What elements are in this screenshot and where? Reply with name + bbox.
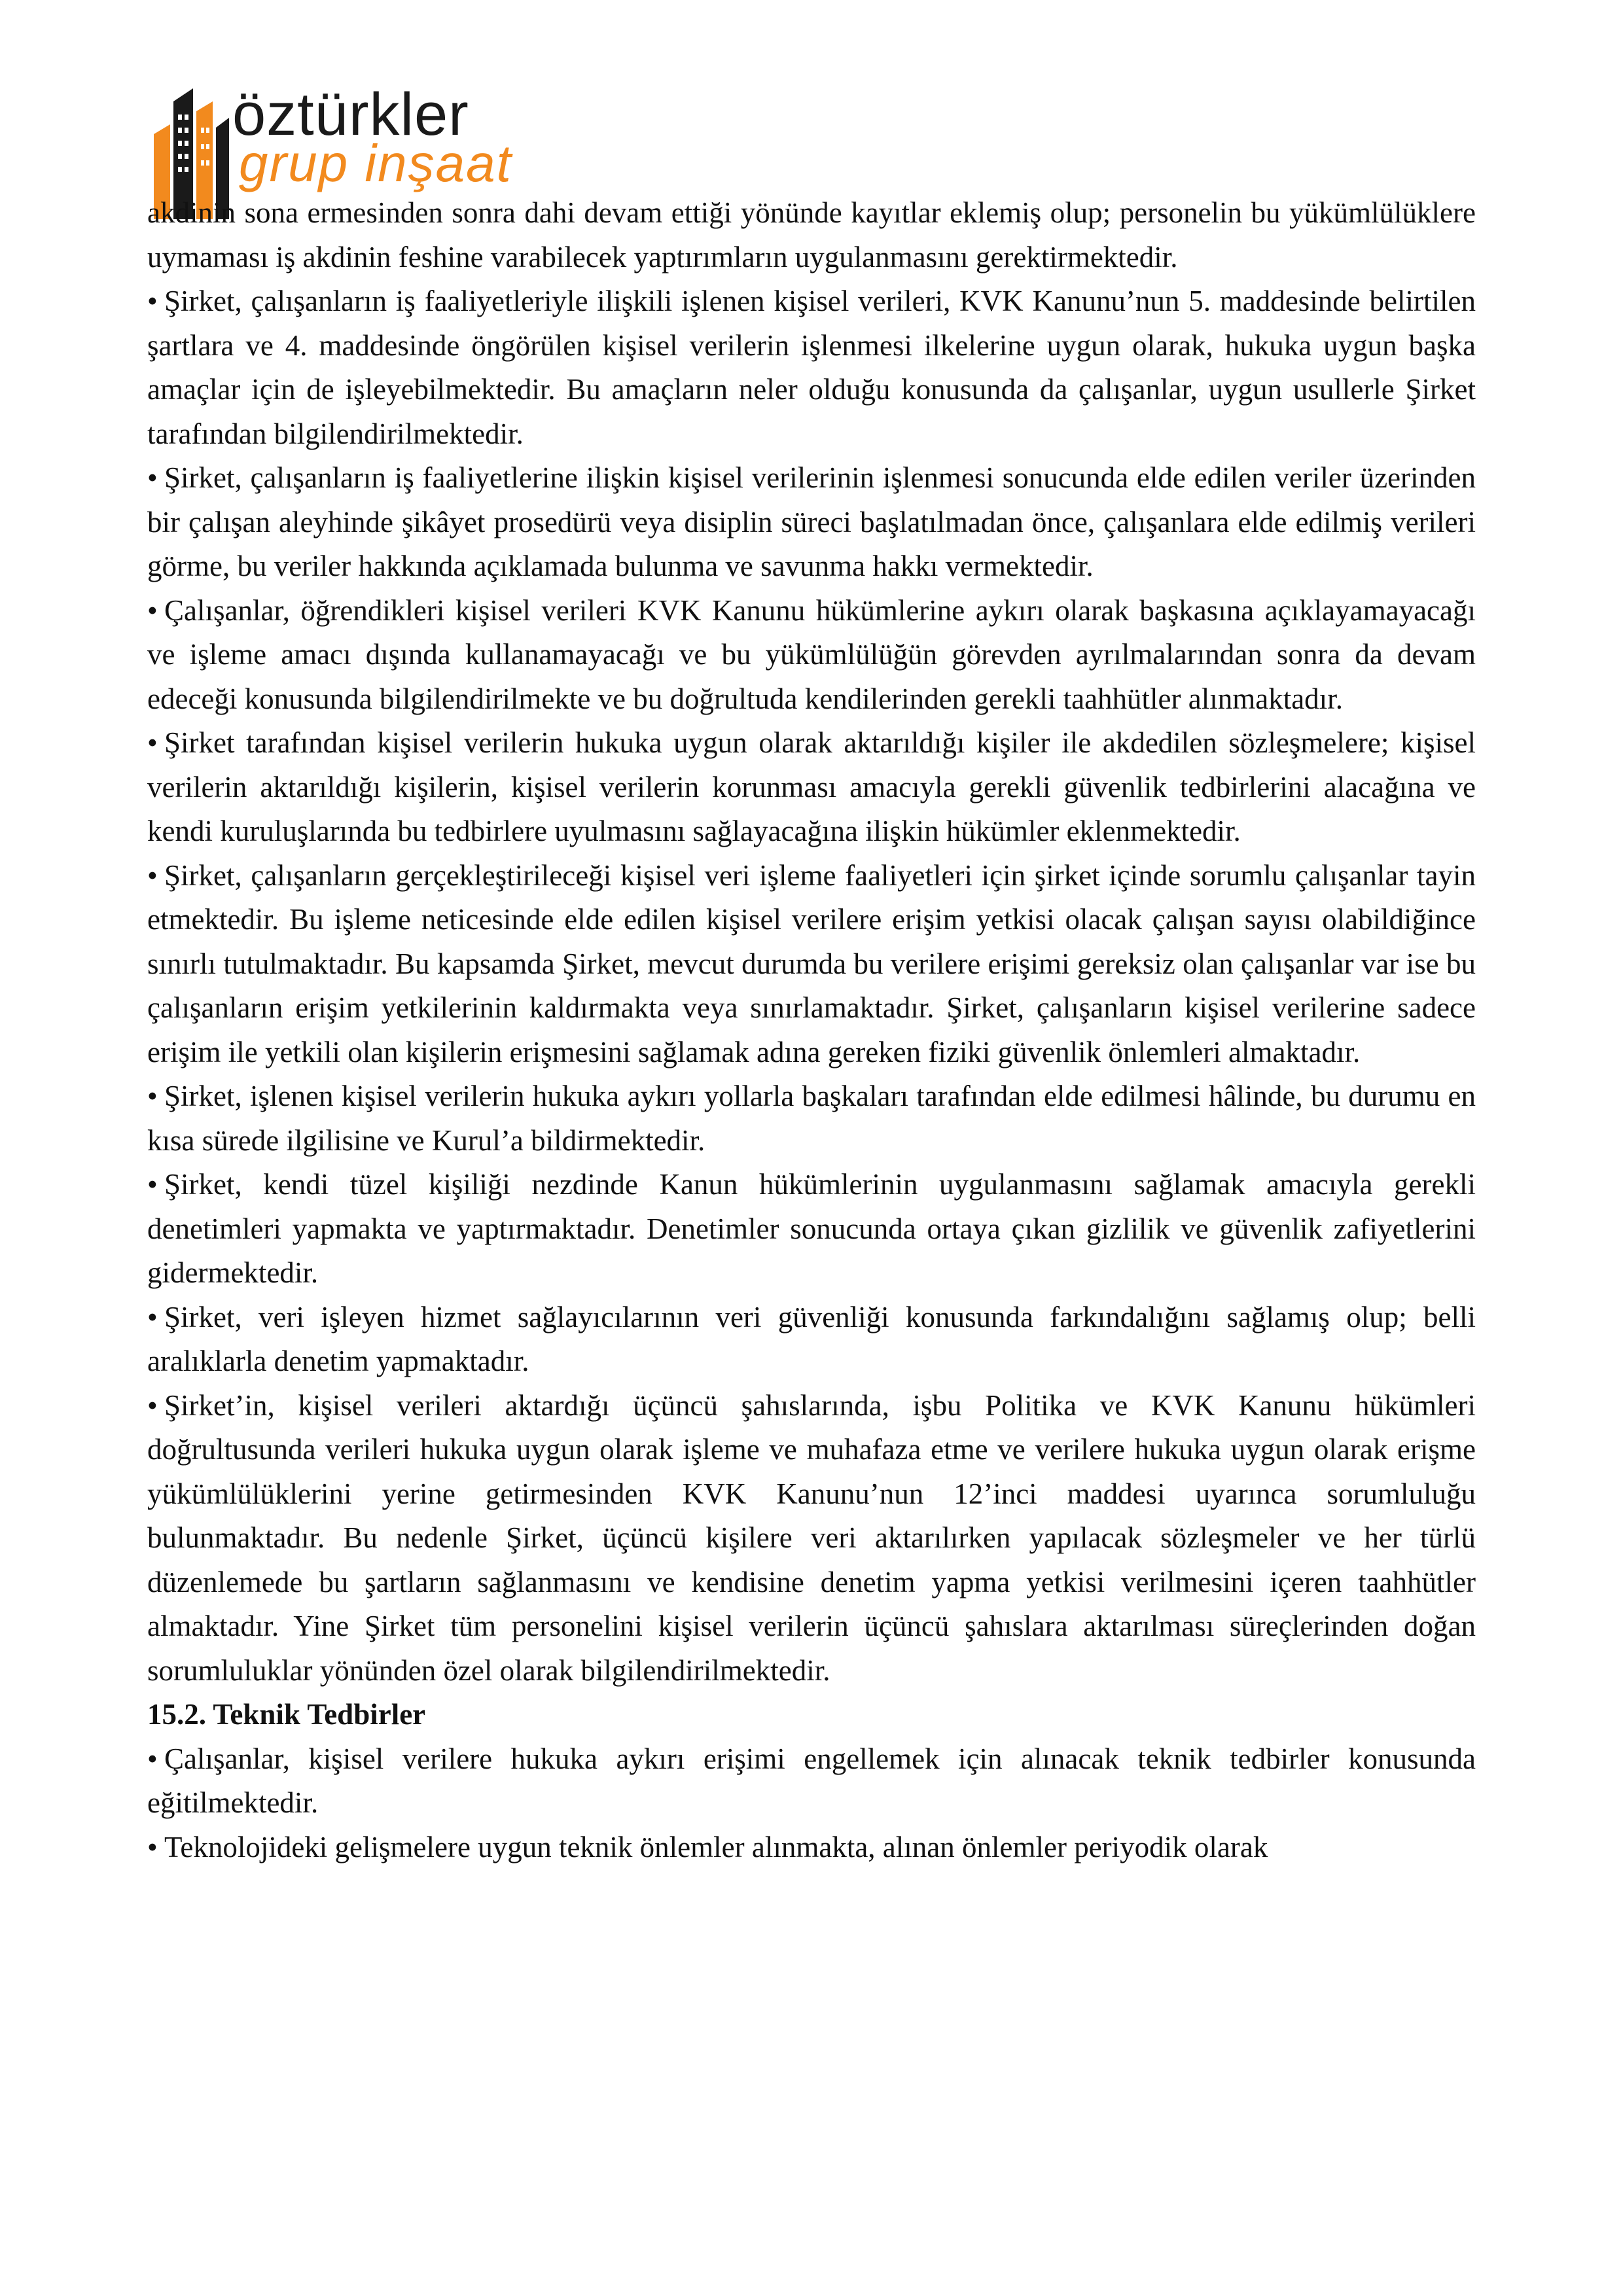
list-item-text: Şirket tarafından kişisel verilerin hukuka uygun olarak aktarıldığı kişiler ile akdedilen sözleşmelere; kişisel verilerin aktarıldığı kişilerin, kişisel verilerin korunması amacıyla gerekli güvenlik tedbirlerini alacağına ve kendi kuruluşlarında bu tedbirlere uyulmasını sağlayacağına ilişkin hükümler eklenmektedir.: [147, 726, 1476, 847]
bullet-list-administrative: [147, 279, 1476, 1693]
list-item-text: Şirket, çalışanların iş faaliyetlerine ilişkin kişisel verilerinin işlenmesi sonucunda elde edilen veriler üzerinden bir çalışan aleyhinde şikâyet prosedürü veya disiplin süreci başlatılmadan önce, çalışanlara elde edilmiş verileri görme, bu veriler hakkında açıklamada bulunma ve savunma hakkı vermektedir.: [147, 461, 1476, 582]
bullet-icon: •: [147, 1080, 158, 1112]
bullet-icon: •: [147, 1830, 158, 1863]
list-item-text: Teknolojideki gelişmelere uygun teknik önlemler alınmakta, alınan önlemler periyodik olarak: [164, 1830, 1268, 1863]
bullet-icon: •: [147, 1388, 158, 1422]
list-item-text: Çalışanlar, kişisel verilere hukuka aykırı erişimi engellemek için alınacak teknik tedbirler konusunda eğitilmektedir.: [147, 1742, 1476, 1819]
bullet-list-technical: [147, 1737, 1476, 1870]
list-item-text: Şirket’in, kişisel verileri aktardığı üçüncü şahıslarında, işbu Politika ve KVK Kanunu hükümleri doğrultusunda verileri hukuka uygun olarak işleme ve muhafaza etme ve verilere hukuka uygun olarak erişme yükümlülüklerini yerine getirmesinden KVK Kanunu’nun 12’inci maddesi uyarınca sorumluluğu bulunmaktadır. Bu nedenle Şirket, üçüncü kişilere veri aktarılırken yapılacak sözleşmeler ve her türlü düzenlemede bu şartların sağlanmasını ve kendisine denetim yapma yetkisi verilmesini içeren taahhütler almaktadır. Yine Şirket tüm personelini kişisel verilerin üçüncü şahıslara aktarılması süreçlerinden doğan sorumluluklar yönünden özel olarak bilgilendirilmektedir.: [147, 1388, 1476, 1687]
list-item: [147, 1384, 1476, 1693]
intro-paragraph: akdinin sona ermesinden sonra dahi devam ettiği yönünde kayıtlar eklemiş olup; personelin bu yükümlülüklere uymaması iş akdinin feshine varabilecek yaptırımların uygulanmasını gerektirmektedir.: [147, 196, 1476, 274]
list-item-text: Şirket, çalışanların iş faaliyetleriyle ilişkili işlenen kişisel verileri, KVK Kanunu’nun 5. maddesinde belirtilen şartlara ve 4. maddesinde öngörülen kişisel verilerin işlenmesi ilkelerine uygun olarak, hukuka uygun başka amaçlar için de işleyebilmektedir. Bu amaçların neler olduğu konusunda da çalışanlar, uygun usullerle Şirket tarafından bilgilendirilmektedir.: [147, 285, 1476, 450]
bullet-icon: •: [147, 726, 158, 759]
bullet-icon: •: [147, 1300, 158, 1333]
list-item-text: Şirket, çalışanların gerçekleştirileceği kişisel veri işleme faaliyetleri için şirket içinde sorumlu çalışanlar tayin etmektedir. Bu işleme neticesinde elde edilen kişisel verilere erişim yetkisi olacak çalışan sayısı olabildiğince sınırlı tutulmaktadır. Bu kapsamda Şirket, mevcut durumda bu verilere erişimi gereksiz olan çalışanlar var ise bu çalışanların erişim yetkilerinin kaldırmakta veya sınırlamaktadır. Şirket, çalışanların kişisel verilerine sadece erişim ile yetkili olan kişilerin erişmesini sağlamak adına gereken fiziki güvenlik önlemleri almaktadır.: [147, 858, 1476, 1069]
list-item: [147, 1296, 1476, 1384]
list-item: [147, 1826, 1476, 1870]
list-item-text: Şirket, kendi tüzel kişiliği nezdinde Kanun hükümlerinin uygulanmasını sağlamak amacıyla gerekli denetimleri yapmakta ve yaptırmaktadır. Denetimler sonucunda ortaya çıkan gizlilik ve güvenlik zafiyetlerini gidermektedir.: [147, 1168, 1476, 1289]
list-item: [147, 279, 1476, 456]
list-item-text: Şirket, veri işleyen hizmet sağlayıcılarının veri güvenliği konusunda farkındalığını sağlamış olup; belli aralıklarla denetim yapmaktadır.: [147, 1300, 1476, 1377]
bullet-icon: •: [147, 858, 158, 892]
list-item: [147, 721, 1476, 854]
list-item: [147, 589, 1476, 722]
list-item-text: Şirket, işlenen kişisel verilerin hukuka aykırı yollarla başkaları tarafından elde edilmesi hâlinde, bu durumu en kısa sürede ilgilisine ve Kurul’a bildirmektedir.: [147, 1080, 1476, 1157]
bullet-icon: •: [147, 1742, 158, 1775]
bullet-icon: •: [147, 285, 158, 317]
bullet-icon: •: [147, 461, 158, 494]
bullet-icon: •: [147, 593, 158, 627]
list-item: [147, 1163, 1476, 1296]
logo-wordmark-top: öztürkler: [232, 81, 469, 148]
list-item: [147, 456, 1476, 589]
list-item: [147, 1074, 1476, 1163]
document-body: [147, 191, 1476, 1869]
list-item: [147, 1737, 1476, 1826]
bullet-icon: •: [147, 1168, 158, 1201]
section-heading: 15.2. Teknik Tedbirler: [147, 1698, 426, 1731]
list-item: [147, 854, 1476, 1075]
logo-wordmark-bottom: grup inşaat: [239, 134, 512, 192]
list-item-text: Çalışanlar, öğrendikleri kişisel verileri KVK Kanunu hükümlerine aykırı olarak başkasına açıklayamayacağı ve işleme amacı dışında kullanamayacağı ve bu yükümlülüğün görevden ayrılmalarından sonra da devam edeceği konusunda bilgilendirilmekte ve bu doğrultuda kendilerinden gerekli taahhütler alınmaktadır.: [147, 593, 1476, 715]
